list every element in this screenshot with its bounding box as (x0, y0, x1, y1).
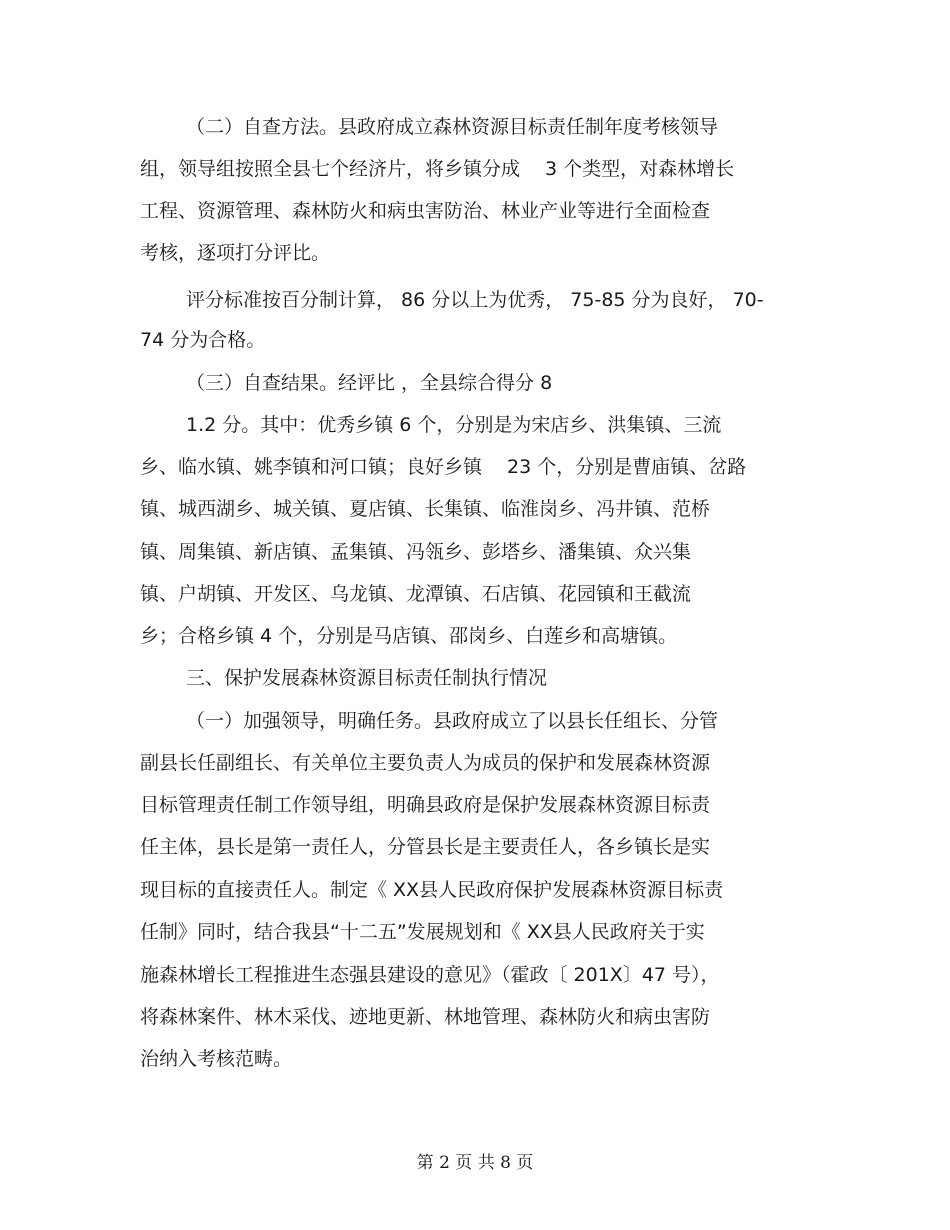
text-line-18: 任主体，县长是第一责任人，分管县长是主要责任人，各乡镇长是实 (140, 836, 711, 858)
text-line-15: （一）加强领导，明确任务。县政府成立了以县长任组长、分管 (186, 710, 719, 732)
text-line-3: 工程、资源管理、森林防火和病虫害防治、林业产业等进行全面检查 (140, 200, 711, 222)
text-line-20: 任制》同时，结合我县“十二五”发展规划和《 XX县人民政府关于实 (140, 921, 705, 943)
text-line-11: 镇、周集镇、新店镇、孟集镇、冯瓴乡、彭塔乡、潘集镇、众兴集 (140, 541, 692, 563)
text-line-2: 组，领导组按照全县七个经济片，将乡镇分成 3 个类型，对森林增长 (140, 158, 735, 180)
text-line-21: 施森林增长工程推进生态强县建设的意见》（霍政〔 201X〕47 号）， (140, 964, 720, 986)
text-line-19: 现目标的直接责任人。制定《 XX县人民政府保护发展森林资源目标责 (140, 879, 724, 901)
text-line-17: 目标管理责任制工作领导组，明确县政府是保护发展森林资源目标责 (140, 794, 711, 816)
text-line-9: 乡、临水镇、姚李镇和河口镇；良好乡镇 23 个，分别是曹庙镇、岔路 (140, 456, 747, 478)
text-line-16: 副县长任副组长、有关单位主要负责人为成员的保护和发展森林资源 (140, 752, 711, 774)
text-line-1: （二）自查方法。县政府成立森林资源目标责任制年度考核领导 (186, 116, 719, 138)
text-line-12: 镇、户胡镇、开发区、乌龙镇、龙潭镇、石店镇、花园镇和王截流 (140, 583, 692, 605)
text-line-7: （三）自查结果。经评比 ，全县综合得分 8 (186, 372, 553, 394)
text-line-22: 将森林案件、林木采伐、迹地更新、林地管理、森林防火和病虫害防 (140, 1006, 711, 1028)
text-line-6: 74 分为合格。 (140, 329, 266, 351)
page-number-footer: 第 2 页 共 8 页 (416, 1153, 534, 1173)
text-line-23: 治纳入考核范畴。 (140, 1048, 293, 1070)
text-line-13: 乡；合格乡镇 4 个，分别是马店镇、邵岗乡、白莲乡和高塘镇。 (140, 625, 678, 647)
text-line-8: 1.2 分。其中：优秀乡镇 6 个，分别是为宋店乡、洪集镇、三流 (186, 414, 722, 436)
section-heading: 三、保护发展森林资源目标责任制执行情况 (186, 667, 548, 689)
text-line-4: 考核，逐项打分评比。 (140, 242, 331, 264)
text-line-10: 镇、城西湖乡、城关镇、夏店镇、长集镇、临淮岗乡、冯井镇、范桥 (140, 498, 711, 520)
text-line-5: 评分标准按百分制计算， 86 分以上为优秀， 75-85 分为良好， 70- (186, 289, 764, 311)
